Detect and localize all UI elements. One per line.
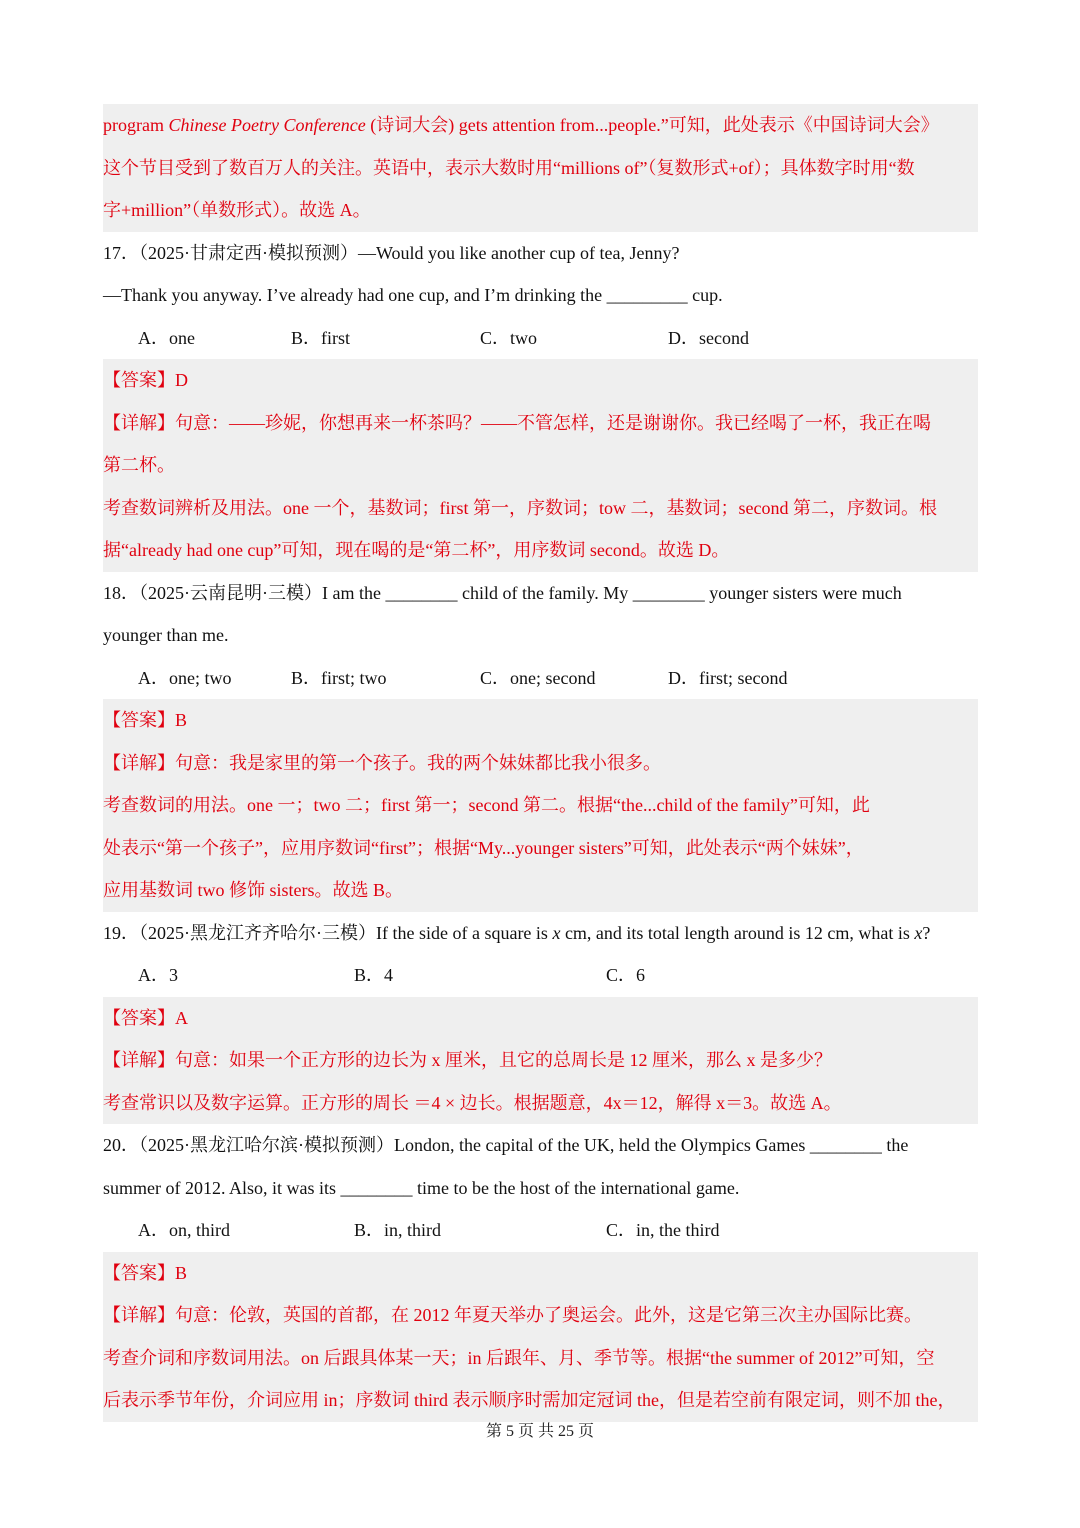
document-body xyxy=(103,104,978,1422)
answer-label: 【答案】D xyxy=(103,370,188,390)
option-b: B．4 xyxy=(354,965,394,985)
question-17 xyxy=(103,232,978,572)
prev-explanation-box xyxy=(103,104,978,232)
option-a: A．one; two xyxy=(138,667,232,688)
question-stem: summer of 2012. Also, it was its ________ time to be the host of the international game. xyxy=(103,1177,740,1198)
answer-label: 【答案】B xyxy=(103,1262,188,1283)
question-18 xyxy=(103,572,978,912)
option-b: B．in, third xyxy=(354,1220,442,1240)
answer-box xyxy=(103,997,978,1125)
detail-line: 第二杯。 xyxy=(103,455,175,475)
options-row xyxy=(103,954,978,997)
answer-box xyxy=(103,699,978,912)
detail-line: 应用基数词 two 修饰 sisters。故选 B。 xyxy=(103,880,404,900)
question-20 xyxy=(103,1124,978,1422)
question-stem: —Thank you anyway. I’ve already had one cup, and I’m drinking the _________ cup. xyxy=(103,285,723,305)
explanation-line: 这个节目受到了数百万人的关注。英语中，表示大数时用“millions of”（复数形式+of）；具体数字时用“数 xyxy=(103,157,915,178)
variable-x: x xyxy=(552,922,561,943)
options-row xyxy=(103,317,978,360)
option-a: A．3 xyxy=(138,965,178,985)
question-19 xyxy=(103,912,978,1125)
answer-label: 【答案】B xyxy=(103,710,188,730)
detail-line: 考查介词和序数词用法。on 后跟具体某一天；in 后跟年、月、季节等。根据“the summer of 2012”可知，空 xyxy=(103,1347,935,1368)
question-stem: 18．（2025·云南昆明·三模）I am the ________ child of the family. My ________ younger sisters were much xyxy=(103,582,902,603)
option-c: C．6 xyxy=(606,965,646,985)
question-stem: 20．（2025·黑龙江哈尔滨·模拟预测）London, the capital of the UK, held the Olympics Games ________ the xyxy=(103,1135,909,1155)
options-row xyxy=(103,1209,978,1252)
option-c: C．two xyxy=(480,327,538,348)
option-b: B．first; two xyxy=(291,667,387,688)
option-a: A．one xyxy=(138,327,195,348)
option-a: A．on, third xyxy=(138,1220,230,1240)
detail-line: 据“already had one cup”可知，现在喝的是“第二杯”，用序数词 second。故选 D。 xyxy=(103,540,730,560)
detail-line: 【详解】句意：我是家里的第一个孩子。我的两个妹妹都比我小很多。 xyxy=(103,752,661,773)
option-b: B．first xyxy=(291,327,351,348)
option-d: D．first; second xyxy=(668,667,788,688)
detail-line: 考查常识以及数字运算。正方形的周长 ＝4 × 边长。根据题意，4x＝12，解得 x＝3。故选 A。 xyxy=(103,1092,842,1113)
explanation-line: 字+million”（单数形式）。故选 A。 xyxy=(103,200,371,220)
variable-x: x xyxy=(914,922,923,943)
question-stem: 19．（2025·黑龙江齐齐哈尔·三模）If the side of a square is x cm, and its total length around is 12 cm, what is x? xyxy=(103,922,931,943)
detail-line: 后表示季节年份，介词应用 in；序数词 third 表示顺序时需加定冠词 the，但是若空前有限定词，则不加 the， xyxy=(103,1390,956,1410)
option-c: C．in, the third xyxy=(606,1220,720,1240)
question-stem: younger than me. xyxy=(103,625,229,645)
detail-line: 【详解】句意：伦敦，英国的首都，在 2012 年夏天举办了奥运会。此外，这是它第三次主办国际比赛。 xyxy=(103,1305,922,1325)
option-d: D．second xyxy=(668,327,749,348)
answer-box xyxy=(103,359,978,572)
explanation-line: program Chinese Poetry Conference (诗词大会) gets attention from...people.”可知，此处表示《中国诗词大会》 xyxy=(103,115,939,135)
detail-line: 考查数词的用法。one 一；two 二；first 第一；second 第二。根据“the...child of the family”可知，此 xyxy=(103,795,870,815)
options-row xyxy=(103,657,978,700)
program-title: Chinese Poetry Conference xyxy=(168,115,366,135)
page-footer: 第 5 页 共 25 页 xyxy=(485,1423,594,1440)
detail-line: 考查数词辨析及用法。one 一个，基数词；first 第一，序数词；tow 二，基数词；second 第二，序数词。根 xyxy=(103,497,937,518)
detail-line: 处表示“第一个孩子”，应用序数词“first”；根据“My...younger sisters”可知，此处表示“两个妹妹”， xyxy=(103,837,864,858)
answer-label: 【答案】A xyxy=(103,1007,188,1028)
detail-line: 【详解】句意：如果一个正方形的边长为 x 厘米，且它的总周长是 12 厘米，那么 x 是多少？ xyxy=(103,1050,832,1070)
answer-box xyxy=(103,1252,978,1422)
option-c: C．one; second xyxy=(480,667,596,688)
detail-line: 【详解】句意：——珍妮，你想再来一杯茶吗？——不管怎样，还是谢谢你。我已经喝了一杯，我正在喝 xyxy=(103,412,931,433)
question-stem: 17．（2025·甘肃定西·模拟预测）—Would you like another cup of tea, Jenny? xyxy=(103,242,680,263)
